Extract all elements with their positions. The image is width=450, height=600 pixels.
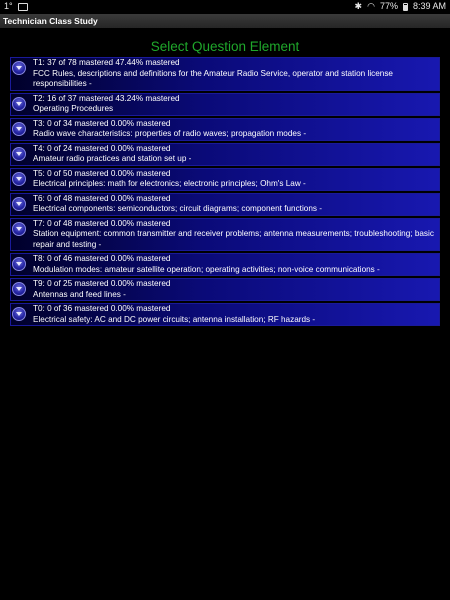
chevron-down-icon [16,287,22,291]
clock: 8:39 AM [412,1,446,11]
expand-button[interactable] [12,172,26,186]
element-description: FCC Rules, descriptions and definitions for the Amateur Radio Service, operator and station license responsibilities - [33,68,393,88]
question-element-row[interactable] [10,57,440,91]
expand-button[interactable] [12,307,26,321]
expand-button[interactable] [12,197,26,211]
element-summary: T3: 0 of 34 mastered 0.00% mastered [33,118,171,128]
element-description: Operating Procedures [33,104,114,113]
element-summary: T9: 0 of 25 mastered 0.00% mastered [33,279,171,288]
element-description: Radio wave characteristics: properties of radio waves; propagation modes - [33,129,307,138]
chevron-down-icon [16,66,22,70]
chevron-down-icon [16,152,22,156]
status-right [355,0,446,13]
element-summary: T8: 0 of 46 mastered 0.00% mastered [33,254,171,263]
question-element-row[interactable] [10,93,440,116]
element-summary: T5: 0 of 50 mastered 0.00% mastered [33,168,171,178]
element-description: Amateur radio practices and station set up - [33,154,192,163]
element-summary: T7: 0 of 48 mastered 0.00% mastered [33,218,171,228]
expand-button[interactable] [12,61,26,75]
question-element-row[interactable] [10,278,440,301]
expand-button[interactable] [12,122,26,136]
app-title: Technician Class Study [3,16,98,26]
question-element-list [10,57,440,328]
chevron-down-icon [16,227,22,231]
chevron-down-icon [16,102,22,106]
element-description: Electrical principles: math for electronics; electronic principles; Ohm's Law - [33,179,306,188]
expand-button[interactable] [12,97,26,111]
element-description: Antennas and feed lines - [33,289,126,299]
element-description: Modulation modes: amateur satellite operation; operating activities; non-voice communications - [33,264,380,274]
element-description: Station equipment: common transmitter and receiver problems; antenna measurements; troubleshooting; basic repair and testing - [33,229,434,249]
battery-icon [403,3,408,11]
question-element-row[interactable] [10,218,440,252]
element-summary: T2: 16 of 37 mastered 43.24% mastered [33,93,180,103]
app-title-bar [0,14,450,28]
wifi-icon: ◠ [367,1,375,11]
battery-percent: 77% [379,1,398,11]
expand-button[interactable] [12,222,26,236]
chevron-down-icon [16,312,22,316]
question-element-row[interactable] [10,118,440,141]
expand-button[interactable] [12,257,26,271]
question-element-row[interactable] [10,253,440,276]
status-bar [0,0,450,13]
question-element-row[interactable] [10,168,440,191]
element-summary: T0: 0 of 36 mastered 0.00% mastered [33,304,171,313]
element-summary: T1: 37 of 78 mastered 47.44% mastered [33,58,180,67]
chevron-down-icon [16,127,22,131]
question-element-row[interactable] [10,303,440,326]
expand-button[interactable] [12,147,26,161]
image-notification-icon [18,3,28,11]
expand-button[interactable] [12,282,26,296]
question-element-row[interactable] [10,193,440,216]
element-description: Electrical safety: AC and DC power circuits; antenna installation; RF hazards - [33,314,316,324]
notification-count: 1° [4,1,13,11]
element-summary: T6: 0 of 48 mastered 0.00% mastered [33,193,171,203]
status-left [4,0,28,13]
page-heading: Select Question Element [150,39,300,54]
element-description: Electrical components: semiconductors; circuit diagrams; component functions - [33,204,322,213]
chevron-down-icon [16,202,22,206]
question-element-row[interactable] [10,143,440,166]
element-summary: T4: 0 of 24 mastered 0.00% mastered [33,143,171,153]
chevron-down-icon [16,262,22,266]
chevron-down-icon [16,177,22,181]
bluetooth-icon: ✱ [354,1,363,11]
